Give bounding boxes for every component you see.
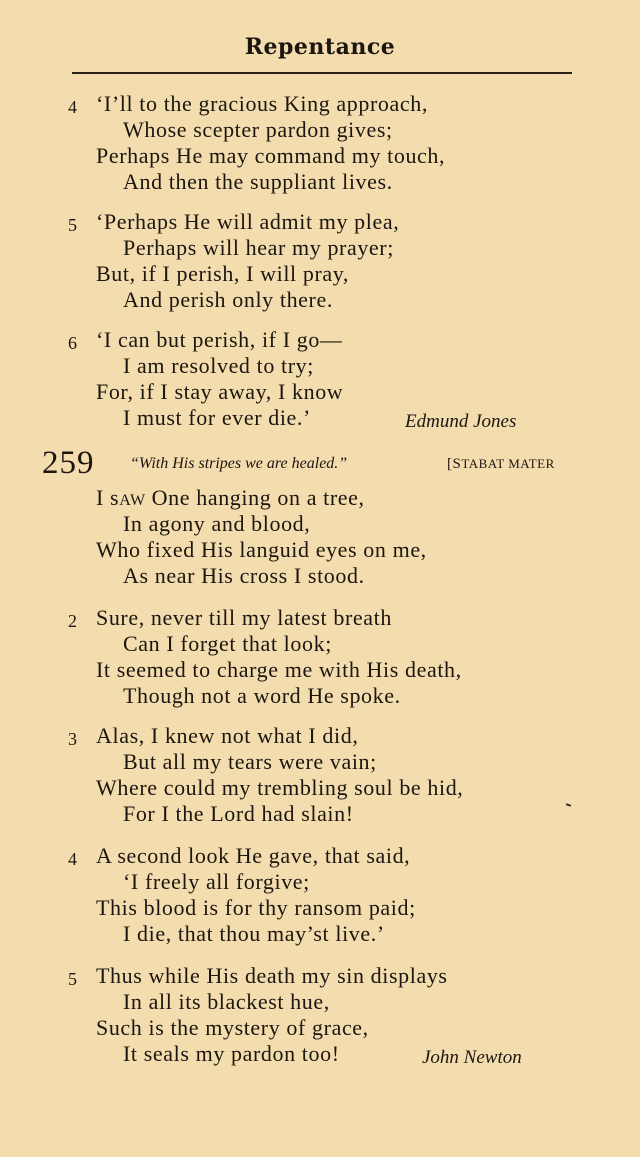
stanza-line bbox=[0, 352, 640, 380]
stanza-line bbox=[0, 962, 640, 990]
stanza-number: 3 bbox=[68, 729, 78, 749]
verse-text: And perish only there. bbox=[123, 287, 333, 312]
stanza-line bbox=[0, 562, 640, 590]
verse-text: Alas, I knew not what I did, bbox=[96, 723, 359, 748]
stanza-line bbox=[0, 404, 640, 432]
stanza-line bbox=[0, 168, 640, 196]
stanza-line bbox=[0, 868, 640, 896]
stanza-line bbox=[0, 90, 640, 118]
header-rule bbox=[72, 72, 572, 74]
author-attribution: John Newton bbox=[422, 1047, 522, 1068]
verse-text: Whose scepter pardon gives; bbox=[123, 117, 393, 142]
verse-text: A second look He gave, that said, bbox=[96, 843, 411, 868]
verse-text: For, if I stay away, I know bbox=[96, 379, 344, 404]
verse-text: In agony and blood, bbox=[123, 511, 311, 536]
author-attribution: Edmund Jones bbox=[405, 411, 517, 432]
stanza-line bbox=[0, 510, 640, 538]
stanza-line bbox=[0, 286, 640, 314]
scripture-reference: “With His stripes we are healed.” bbox=[130, 455, 348, 472]
verse-text: Sure, never till my latest breath bbox=[96, 605, 392, 630]
stanza-line bbox=[0, 116, 640, 144]
verse-text: Perhaps will hear my prayer; bbox=[123, 235, 394, 260]
stanza-line bbox=[0, 260, 640, 288]
stanza-line bbox=[0, 988, 640, 1016]
stanza-line bbox=[0, 800, 640, 828]
verse-text: Perhaps He may command my touch, bbox=[96, 143, 446, 168]
stanza-line bbox=[0, 536, 640, 564]
tune-name bbox=[447, 454, 555, 474]
stanza-line bbox=[0, 894, 640, 922]
first-word-rest: AW bbox=[119, 492, 146, 509]
verse-text: It seemed to charge me with His death, bbox=[96, 657, 462, 682]
tune-initial: [S bbox=[447, 456, 462, 472]
stanza-line bbox=[0, 1014, 640, 1042]
verse-text: But all my tears were vain; bbox=[123, 749, 377, 774]
verse-text: Can I forget that look; bbox=[123, 631, 332, 656]
stanza-line bbox=[0, 484, 640, 512]
stanza-number: 6 bbox=[68, 333, 78, 353]
verse-text: Though not a word He spoke. bbox=[123, 683, 401, 708]
stanza-line bbox=[0, 774, 640, 802]
stanza-number: 5 bbox=[68, 215, 78, 235]
verse-text: For I the Lord had slain! bbox=[123, 801, 354, 826]
stanza-line bbox=[0, 656, 640, 684]
stanza-line bbox=[0, 378, 640, 406]
stanza-line bbox=[0, 682, 640, 710]
stanza-number: 4 bbox=[68, 97, 78, 117]
verse-text: As near His cross I stood. bbox=[123, 563, 365, 588]
verse-text: ‘Perhaps He will admit my plea, bbox=[96, 209, 400, 234]
verse-text: ‘I can but perish, if I go— bbox=[96, 327, 343, 352]
tune-rest: TABAT MATER bbox=[461, 456, 555, 471]
stanza-line bbox=[0, 842, 640, 870]
verse-text: I must for ever die.’ bbox=[123, 405, 311, 430]
verse-text: Such is the mystery of grace, bbox=[96, 1015, 369, 1040]
verse-text: In all its blackest hue, bbox=[123, 989, 330, 1014]
stanza-number: 5 bbox=[68, 969, 78, 989]
verse-text: And then the suppliant lives. bbox=[123, 169, 393, 194]
verse-text: But, if I perish, I will pray, bbox=[96, 261, 350, 286]
verse-text: I die, that thou may’st live.’ bbox=[123, 921, 385, 946]
verse-text: Thus while His death my sin displays bbox=[96, 963, 448, 988]
stanza-number: 2 bbox=[68, 611, 78, 631]
verse-text: ‘I’ll to the gracious King approach, bbox=[96, 91, 428, 116]
verse-text: This blood is for thy ransom paid; bbox=[96, 895, 416, 920]
stanza-line bbox=[0, 234, 640, 262]
stanza-line bbox=[0, 208, 640, 236]
stanza-line bbox=[0, 920, 640, 948]
first-line-rest: One hanging on a tree, bbox=[145, 485, 365, 510]
stanza-line bbox=[0, 142, 640, 170]
stanza-line bbox=[0, 326, 640, 354]
stanza-line bbox=[0, 722, 640, 750]
stanza-line bbox=[0, 748, 640, 776]
verse-text: It seals my pardon too! bbox=[123, 1041, 340, 1066]
verse-text: I am resolved to try; bbox=[123, 353, 314, 378]
stanza-number: 4 bbox=[68, 849, 78, 869]
hymn-number: 259 bbox=[42, 445, 95, 481]
verse-text: Where could my trembling soul be hid, bbox=[96, 775, 464, 800]
stanza-line bbox=[0, 1040, 640, 1068]
running-head: Repentance bbox=[244, 34, 396, 60]
stanza-line bbox=[0, 604, 640, 632]
stanza-line bbox=[0, 630, 640, 658]
verse-text: Who fixed His languid eyes on me, bbox=[96, 537, 427, 562]
verse-text: ‘I freely all forgive; bbox=[123, 869, 310, 894]
first-word-initial: I s bbox=[96, 485, 120, 510]
